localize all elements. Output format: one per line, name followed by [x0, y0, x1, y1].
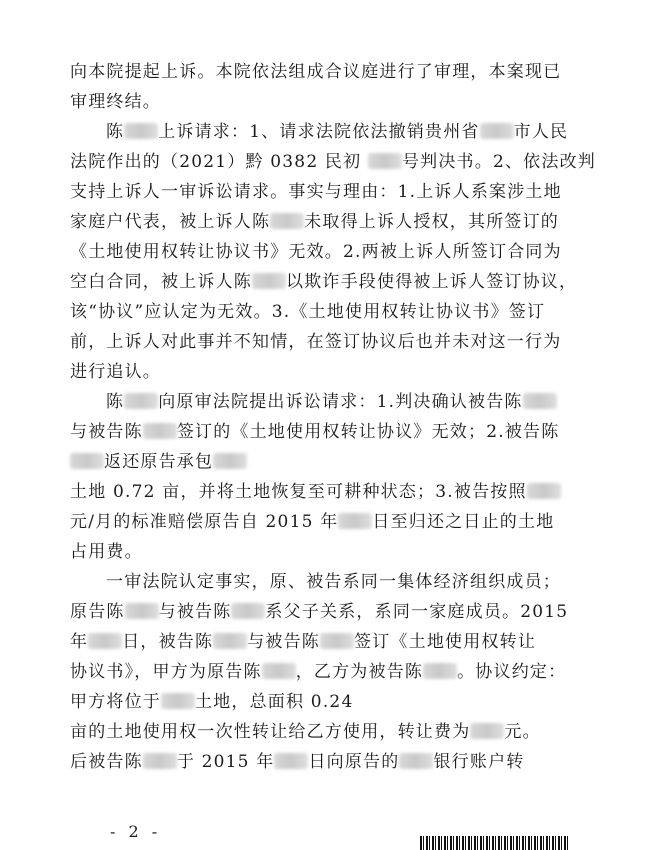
redaction-blur	[143, 423, 177, 439]
redaction-blur	[480, 123, 514, 139]
text-line: 返还原告承包	[70, 452, 610, 472]
text-line: 前，上诉人对此事并不知情，在签订协议后也并未对这一行为	[70, 332, 562, 352]
text-line: 与被告陈 签订的《土地使用权转让协议》无效；2.被告陈	[70, 422, 560, 442]
text-line: 一审法院认定事实，原、被告系同一集体经济组织成员；	[106, 572, 561, 592]
text-line: 亩的土地使用权一次性转让给乙方使用，转让费为 元。	[70, 722, 541, 742]
text-line: 《土地使用权转让协议书》无效。2.两被上诉人所签订合同为	[70, 242, 562, 262]
text-line: 该“协议”应认定为无效。3.《土地使用权转让协议书》签订	[70, 302, 546, 322]
page-number: - 2 -	[110, 822, 162, 841]
redaction-blur	[70, 453, 104, 469]
redaction-blur	[320, 633, 354, 649]
text-line: 后被告陈 于 2015 年 日向原告的 银行账户转	[70, 752, 525, 772]
text-line: 支持上诉人一审诉讼请求。事实与理由：1.上诉人系案涉土地	[70, 182, 562, 202]
redaction-blur	[161, 693, 195, 709]
redaction-blur	[124, 123, 158, 139]
text-line: 进行追认。	[70, 362, 161, 382]
text-line: 陈 上诉请求：1、请求法院依法撤销贵州省 市人民	[106, 122, 569, 142]
redaction-blur	[399, 753, 433, 769]
redaction-blur	[262, 663, 296, 679]
redaction-blur	[470, 723, 504, 739]
text-line: 土地 0.72 亩，并将土地恢复至可耕种状态；3.被告按照	[70, 482, 610, 502]
redaction-blur	[368, 153, 402, 169]
text-line: 年 日，被告陈 与被告陈 签订《土地使用权转让	[70, 632, 537, 652]
text-line: 元/月的标准赔偿原告自 2015 年 日至归还之日止的土地	[70, 512, 555, 532]
redaction-blur	[523, 393, 557, 409]
redaction-blur	[270, 213, 304, 229]
text-line: 法院作出的（2021）黔 0382 民初 号判决书。2、依法改判	[70, 152, 596, 172]
redaction-blur	[423, 663, 457, 679]
redaction-blur	[527, 483, 561, 499]
redaction-blur	[143, 753, 177, 769]
text-line: 甲方将位于 土地，总面积 0.24	[70, 692, 354, 712]
barcode	[420, 836, 570, 850]
text-line: 协议书》，甲方为原告陈 ，乙方为被告陈 。协议约定：	[70, 662, 567, 682]
text-line: 原告陈 与被告陈 系父子关系，系同一家庭成员。2015	[70, 602, 569, 622]
redaction-blur	[338, 513, 372, 529]
redaction-blur	[88, 633, 122, 649]
redaction-blur	[124, 393, 158, 409]
text-line: 陈 向原审法院提出诉讼请求：1.判决确认被告陈	[70, 392, 610, 412]
text-line: 家庭户代表，被上诉人陈 未取得上诉人授权，其所签订的	[70, 212, 560, 232]
text-line: 审理终结。	[70, 92, 161, 112]
redaction-blur	[252, 273, 286, 289]
text-line: 空白合同，被上诉人陈 以欺诈手段使得被上诉人签订协议，	[70, 272, 578, 292]
redaction-blur	[213, 633, 247, 649]
text-line: 向本院提起上诉。本院依法组成合议庭进行了审理，本案现已	[70, 62, 562, 82]
redaction-blur	[274, 753, 308, 769]
redaction-blur	[213, 453, 247, 469]
text-line: 占用费。	[70, 542, 143, 562]
redaction-blur	[231, 603, 265, 619]
redaction-blur	[125, 603, 159, 619]
